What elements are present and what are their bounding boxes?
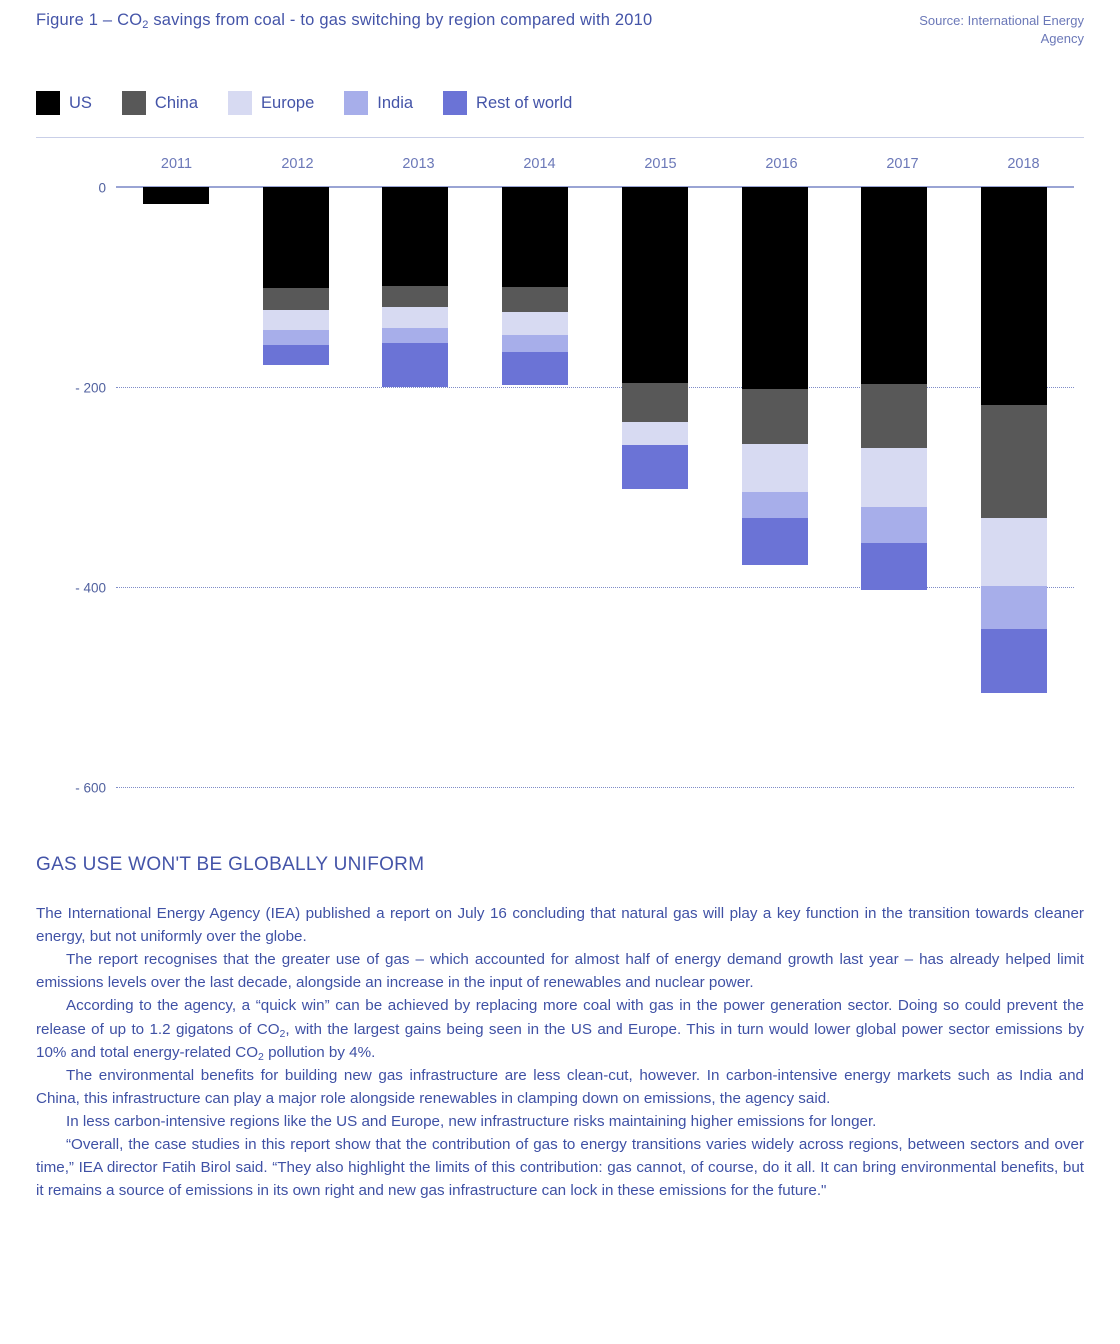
figure-header (36, 0, 1084, 47)
x-axis-label-2015: 2015 (644, 156, 677, 173)
figure-source: Source: International Energy Agency (919, 13, 1084, 46)
bar-segment-2012-europe (263, 310, 329, 330)
legend-swatch-india-icon (344, 91, 368, 115)
bar-segment-2018-rest-of-world (981, 629, 1047, 693)
legend-item-us (36, 91, 92, 115)
chart-x-axis-labels (36, 156, 1084, 186)
chart-legend (36, 91, 1084, 138)
legend-label-india: India (377, 93, 414, 112)
bar-segment-2015-rest-of-world (622, 445, 688, 489)
bar-2018[interactable] (981, 187, 1047, 693)
bar-segment-2014-rest-of-world (502, 352, 568, 385)
bar-segment-2013-rest-of-world (382, 343, 448, 387)
article-paragraph-1: The International Energy Agency (IEA) published a report on July 16 concluding that natural gas will play a key function in the transition towards cleaner energy, but not uniformly over the globe. (36, 905, 1084, 946)
legend-item-india (344, 91, 413, 115)
legend-item-china (122, 91, 198, 115)
bar-segment-2018-us (981, 187, 1047, 405)
bar-segment-2016-rest-of-world (742, 518, 808, 565)
x-axis-label-2017: 2017 (886, 156, 919, 173)
bar-segment-2018-china (981, 405, 1047, 518)
bar-segment-2018-india (981, 586, 1047, 629)
article-co2-subscript-b: 2 (258, 1050, 264, 1063)
article-paragraph-3-part1: According to the agency, a “quick win” can be achieved by replacing more coal with gas in the power generation sector. Doing so could prevent the release of up to 1.2 gigatons of CO (36, 997, 1084, 1038)
article-heading: GAS USE WON'T BE GLOBALLY UNIFORM (36, 854, 425, 876)
article-paragraph-2: The report recognises that the greater use of gas – which accounted for almost half of energy demand growth last year – has already helped limit emissions levels over the last decade, alongside an increase in the input of renewables and nuclear power. (36, 951, 1084, 992)
figure-title-prefix: Figure 1 – CO (36, 11, 143, 29)
y-axis-tick-400: - 400 (75, 580, 106, 596)
legend-label-china: China (154, 93, 199, 112)
bar-segment-2012-rest-of-world (263, 345, 329, 365)
x-axis-label-2012: 2012 (281, 156, 314, 173)
bar-segment-2016-europe (742, 444, 808, 492)
gridline-600 (75, 780, 1074, 796)
bar-segment-2012-india (263, 330, 329, 345)
bar-2015[interactable] (622, 187, 688, 489)
bar-segment-2015-europe (622, 422, 688, 445)
bar-segment-2015-china (622, 383, 688, 422)
bar-segment-2013-us (382, 187, 448, 286)
bar-segment-2016-india (742, 492, 808, 518)
bar-segment-2015-us (622, 187, 688, 383)
bar-segment-2017-india (861, 507, 927, 543)
bar-segment-2012-china (263, 288, 329, 310)
bar-segment-2014-europe (502, 312, 568, 335)
gridline-400 (75, 580, 1074, 596)
bar-2011[interactable] (143, 187, 209, 204)
bar-segment-2016-us (742, 187, 808, 389)
x-axis-label-2011: 2011 (160, 156, 193, 173)
bar-2014[interactable] (502, 187, 568, 385)
chart-plot-area (75, 180, 1074, 807)
bar-segment-2017-rest-of-world (861, 543, 927, 590)
article-paragraph-6: “Overall, the case studies in this report show that the contribution of gas to energy transitions varies widely across regions, between sectors and over time,” IEA director Fatih Birol said. “They also highlight the limits of this contribution: gas cannot, of course, do it all. It can bring environmental benefits, but it remains a source of emissions in its own right and new gas infrastructure can lock in these emissions for the future." (36, 1136, 1084, 1200)
legend-swatch-us-icon (36, 91, 60, 115)
article-paragraph-5: In less carbon-intensive regions like the US and Europe, new infrastructure risks maintaining higher emissions for longer. (66, 1112, 877, 1130)
article-paragraph-3-part3: pollution by 4%. (263, 1043, 376, 1061)
bar-segment-2013-china (382, 286, 448, 307)
chart (36, 156, 1084, 836)
bar-2012[interactable] (263, 187, 329, 365)
legend-swatch-europe-icon (228, 91, 252, 115)
bar-segment-2017-europe (861, 448, 927, 507)
gridline-0 (98, 180, 1074, 196)
article-co2-subscript-a: 2 (279, 1027, 286, 1040)
article-paragraph-3-part2: , with the largest gains being seen in the US and Europe. This in turn would lower global power sector emissions by 10% and total energy-related CO (36, 1020, 1084, 1061)
bar-segment-2018-europe (981, 518, 1047, 586)
bar-2017[interactable] (861, 187, 927, 590)
legend-item-europe (228, 91, 314, 115)
legend-label-europe: Europe (261, 93, 315, 112)
bar-segment-2011-us (143, 187, 209, 204)
figure-title-subscript: 2 (142, 19, 149, 31)
y-axis-tick-200: - 200 (75, 380, 106, 396)
bar-segment-2017-china (861, 384, 927, 448)
gridline-200 (75, 380, 1074, 396)
legend-item-rest-of-world (443, 91, 572, 115)
bar-segment-2016-china (742, 389, 808, 444)
bar-2013[interactable] (382, 187, 448, 387)
article-paragraph-4: The environmental benefits for building new gas infrastructure are less clean-cut, however. In carbon-intensive energy markets such as India and China, this infrastructure can play a major role alongside renewables in clamping down on emissions, the agency said. (36, 1066, 1084, 1107)
legend-label-rest-of-world: Rest of world (476, 93, 573, 112)
figure-title (36, 10, 652, 31)
bar-segment-2014-us (502, 187, 568, 287)
bar-segment-2013-india (382, 328, 448, 343)
bar-segment-2012-us (263, 187, 329, 288)
legend-label-us: US (69, 93, 92, 112)
x-axis-label-2018: 2018 (1007, 156, 1040, 173)
x-axis-label-2014: 2014 (523, 156, 556, 173)
x-axis-label-2016: 2016 (765, 156, 798, 173)
legend-swatch-china-icon (122, 91, 146, 115)
y-axis-tick-0: 0 (98, 180, 106, 196)
article-paragraph-3 (36, 994, 1084, 1063)
article (36, 854, 1084, 1202)
bar-segment-2014-china (502, 287, 568, 312)
bar-segment-2014-india (502, 335, 568, 352)
bar-2016[interactable] (742, 187, 808, 565)
x-axis-label-2013: 2013 (402, 156, 435, 173)
legend-swatch-row-icon (443, 91, 467, 115)
y-axis-tick-600: - 600 (75, 780, 106, 796)
bar-segment-2017-us (861, 187, 927, 384)
figure-title-rest: savings from coal - to gas switching by region compared with 2010 (148, 11, 653, 29)
bar-segment-2013-europe (382, 307, 448, 328)
